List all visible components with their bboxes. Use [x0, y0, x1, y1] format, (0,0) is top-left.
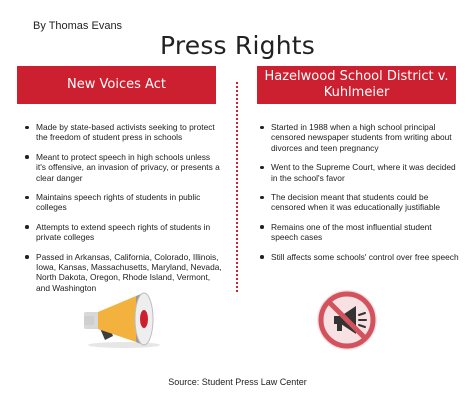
list-item: Remains one of the most influential student speech cases — [257, 222, 459, 243]
list-item: Meant to protect speech in high schools unless it's offensive, an invasion of privacy, or presents a clear danger — [22, 152, 222, 183]
new-voices-act-list — [22, 122, 222, 302]
hazelwood-heading: Hazelwood School District v. Kuhlmeier — [264, 69, 449, 100]
hazelwood-list — [257, 122, 459, 271]
new-voices-act-banner — [17, 66, 216, 104]
list-item: Went to the Supreme Court, where it was decided in the school's favor — [257, 162, 459, 183]
page-title: Press Rights — [159, 31, 315, 60]
list-item: The decision meant that students could be censored when it was educationally justifiable — [257, 192, 459, 213]
megaphone-icon — [78, 290, 168, 350]
no-megaphone-icon — [315, 288, 379, 352]
list-item: Passed in Arkansas, California, Colorado, Illinois, Iowa, Kansas, Massachusetts, Maryland, Nevada, North Dakota, Oregon, Rhode Island, Vermont, and Washington — [22, 252, 222, 294]
list-item: Made by state-based activists seeking to protect the freedom of student press in schools — [22, 122, 222, 143]
new-voices-act-heading: New Voices Act — [67, 77, 166, 92]
list-item: Started in 1988 when a high school principal censored newspaper students from writing about divorces and teen pregnancy — [257, 122, 459, 153]
column-divider — [236, 82, 238, 292]
list-item: Still affects some schools' control over free speech — [257, 252, 459, 262]
list-item: Maintains speech rights of students in public colleges — [22, 192, 222, 213]
list-item: Attempts to extend speech rights of students in private colleges — [22, 222, 222, 243]
hazelwood-banner — [257, 66, 456, 104]
byline: By Thomas Evans — [33, 20, 123, 32]
source-credit: Source: Student Press Law Center — [168, 377, 307, 387]
